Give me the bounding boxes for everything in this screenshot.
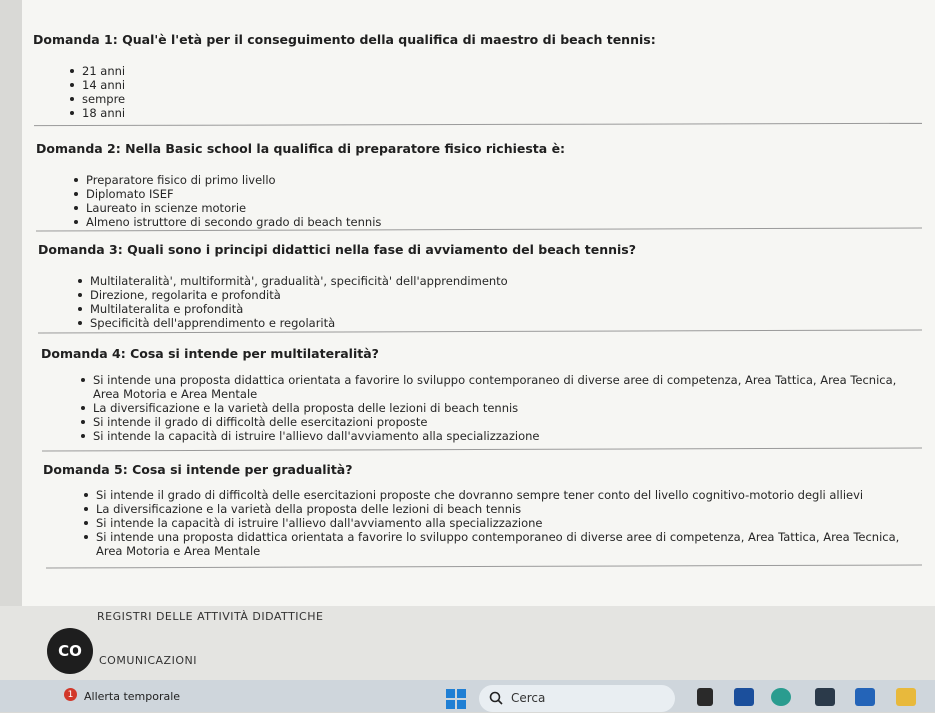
divider <box>34 123 922 126</box>
divider <box>42 447 922 451</box>
answer-option[interactable]: Laureato in scienze motorie <box>74 201 935 215</box>
answer-option[interactable]: Specificità dell'apprendimento e regolarità <box>78 316 935 330</box>
answer-list <box>74 173 935 229</box>
edge-icon[interactable] <box>771 688 791 706</box>
question-5 <box>43 462 935 558</box>
answer-option[interactable]: Si intende una proposta didattica orientata a favorire lo sviluppo contemporaneo di diverse aree di competenza, Area Tattica, Area Tecnica, Area Motoria e Area Mentale <box>81 373 901 401</box>
question-2 <box>36 141 935 229</box>
answer-option[interactable]: Almeno istruttore di secondo grado di beach tennis <box>74 215 935 229</box>
comunicazioni-link[interactable]: COMUNICAZIONI <box>99 654 197 667</box>
answer-option[interactable]: La diversificazione e la varietà della proposta delle lezioni di beach tennis <box>84 502 904 516</box>
word-icon[interactable] <box>734 688 754 706</box>
answer-list <box>70 64 933 120</box>
taskbar-search[interactable] <box>479 685 675 712</box>
folder-icon[interactable] <box>896 688 916 706</box>
answer-option[interactable]: Si intende una proposta didattica orientata a favorire lo sviluppo contemporaneo di diverse aree di competenza, Area Tattica, Area Tecnica, Area Motoria e Area Mentale <box>84 530 904 558</box>
answer-option[interactable]: La diversificazione e la varietà della proposta delle lezioni di beach tennis <box>81 401 901 415</box>
calculator-icon[interactable] <box>815 688 835 706</box>
answer-list <box>84 488 904 558</box>
answer-list <box>81 373 901 443</box>
answer-option[interactable]: sempre <box>70 92 933 106</box>
answer-option[interactable]: Direzione, regolarita e profondità <box>78 288 935 302</box>
notification-badge: 1 <box>64 688 77 701</box>
answer-option[interactable]: 14 anni <box>70 78 933 92</box>
question-title: Domanda 3: Quali sono i principi didattici nella fase di avviamento del beach tennis? <box>38 242 636 257</box>
registri-link[interactable]: REGISTRI DELLE ATTIVITÀ DIDATTICHE <box>97 610 324 623</box>
question-title: Domanda 4: Cosa si intende per multilateralità? <box>41 346 379 361</box>
divider <box>46 564 922 568</box>
document-page <box>22 0 935 606</box>
answer-option[interactable]: Si intende il grado di difficoltà delle esercitazioni proposte <box>81 415 901 429</box>
divider <box>38 329 922 333</box>
answer-option[interactable]: 18 anni <box>70 106 933 120</box>
answer-option[interactable]: Diplomato ISEF <box>74 187 935 201</box>
answer-option[interactable]: 21 anni <box>70 64 933 78</box>
question-4 <box>41 346 935 443</box>
answer-option[interactable]: Si intende la capacità di istruire l'allievo dall'avviamento alla specializzazione <box>84 516 904 530</box>
answer-option[interactable]: Si intende il grado di difficoltà delle esercitazioni proposte che dovranno sempre tener conto del livello cognitivo-motorio degli allievi <box>84 488 904 502</box>
question-title: Domanda 1: Qual'è l'età per il conseguimento della qualifica di maestro di beach tennis: <box>33 32 656 47</box>
answer-list <box>78 274 935 330</box>
answer-option[interactable]: Multilateralita e profondità <box>78 302 935 316</box>
question-title: Domanda 2: Nella Basic school la qualifica di preparatore fisico richiesta è: <box>36 141 566 156</box>
chart-app-icon[interactable] <box>855 688 875 706</box>
start-icon[interactable] <box>446 689 466 709</box>
answer-option[interactable]: Preparatore fisico di primo livello <box>74 173 935 187</box>
answer-option[interactable]: Si intende la capacità di istruire l'allievo dall'avviamento alla specializzazione <box>81 429 901 443</box>
question-1 <box>33 32 933 120</box>
answer-option[interactable]: Multilateralità', multiformità', gradualità', specificità' dell'apprendimento <box>78 274 935 288</box>
search-placeholder: Cerca <box>511 691 546 705</box>
app-logo: CO <box>47 628 93 674</box>
weather-widget[interactable]: Allerta temporale <box>84 690 181 703</box>
search-icon <box>489 691 503 705</box>
question-title: Domanda 5: Cosa si intende per gradualità? <box>43 462 353 477</box>
taskview-icon[interactable] <box>697 688 713 706</box>
question-3 <box>38 242 935 330</box>
